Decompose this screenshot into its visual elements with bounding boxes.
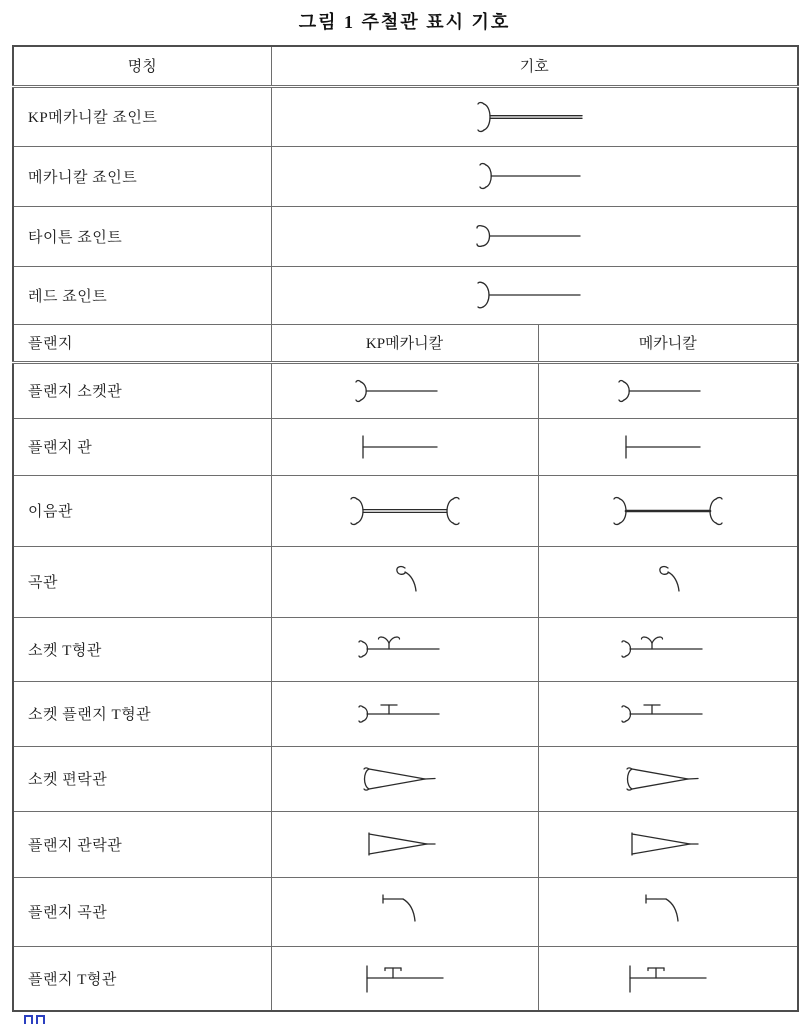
flange-bend-symbol-icon: [325, 890, 485, 934]
table-row: [13, 418, 798, 475]
row-label: 소켓 T형관: [13, 617, 271, 681]
flange-socket-pipe-symbol-icon: [325, 369, 485, 413]
symbol-cell-kp: [271, 475, 538, 546]
bend-pipe-symbol-icon: [588, 560, 748, 604]
symbol-cell-mech: [538, 946, 798, 1011]
symbol-cell-mech: [538, 877, 798, 946]
artifact-fragment: [36, 1015, 45, 1024]
row-label: 플랜지 곡관: [13, 877, 271, 946]
symbol-cell-kp: [271, 362, 538, 418]
row-label: 메카니칼 죠인트: [13, 146, 271, 206]
table-row: [13, 681, 798, 746]
table-row: [13, 746, 798, 811]
symbol-cell-kp: [271, 681, 538, 746]
flange-bend-symbol-icon: [588, 890, 748, 934]
flange-reducer-symbol-icon: [325, 822, 485, 866]
header-name-cell: 명칭: [13, 46, 271, 86]
socket-reducer-symbol-icon: [325, 757, 485, 801]
socket-tee-pipe-symbol-icon: [588, 627, 748, 671]
symbol-cell-mech: [538, 418, 798, 475]
cropped-text-artifact: [24, 1015, 45, 1024]
flange-tee-symbol-icon: [588, 956, 748, 1000]
section-header-row: [13, 324, 798, 362]
table-row: [13, 206, 798, 266]
symbol-cell: [271, 266, 798, 324]
lead-joint-symbol-icon: [454, 273, 614, 317]
row-label: 소켓 플랜지 T형관: [13, 681, 271, 746]
pipe-symbol-table: [12, 45, 799, 1012]
symbol-cell-mech: [538, 617, 798, 681]
symbol-cell-kp: [271, 546, 538, 617]
row-label: 곡관: [13, 546, 271, 617]
figure-title: 그림 1 주철관 표시 기호: [298, 12, 511, 32]
row-label: 플랜지 소켓관: [13, 362, 271, 418]
symbol-cell-mech: [538, 475, 798, 546]
symbol-cell: [271, 86, 798, 146]
section-header-name-cell: 플랜지: [13, 324, 271, 362]
row-label: 플랜지 관락관: [13, 811, 271, 877]
symbol-cell: [271, 206, 798, 266]
flange-socket-pipe-symbol-icon: [588, 369, 748, 413]
symbol-cell-mech: [538, 546, 798, 617]
section-header-mech-cell: 메카니칼: [538, 324, 798, 362]
row-label: 플랜지 관: [13, 418, 271, 475]
table-row: [13, 877, 798, 946]
flange-reducer-symbol-icon: [588, 822, 748, 866]
coupling-pipe-symbol-icon: [588, 489, 748, 533]
flange-tee-symbol-icon: [325, 956, 485, 1000]
symbol-cell-kp: [271, 617, 538, 681]
socket-tee-pipe-symbol-icon: [325, 627, 485, 671]
kp-mechanical-joint-symbol-icon: [454, 95, 614, 139]
header-symbol-cell: 기호: [271, 46, 798, 86]
coupling-pipe-symbol-icon: [325, 489, 485, 533]
tyton-joint-symbol-icon: [454, 214, 614, 258]
row-label: 이음관: [13, 475, 271, 546]
symbol-cell-kp: [271, 746, 538, 811]
symbol-cell-kp: [271, 418, 538, 475]
flange-pipe-symbol-icon: [588, 425, 748, 469]
table-row: [13, 946, 798, 1011]
mechanical-joint-symbol-icon: [454, 154, 614, 198]
section-header-kp-cell: KP메카니칼: [271, 324, 538, 362]
table-row: [13, 811, 798, 877]
symbol-cell-kp: [271, 946, 538, 1011]
symbol-cell-mech: [538, 681, 798, 746]
table-row: [13, 266, 798, 324]
symbol-cell-kp: [271, 877, 538, 946]
socket-flange-tee-symbol-icon: [588, 692, 748, 736]
artifact-fragment: [24, 1015, 33, 1024]
table-row: [13, 617, 798, 681]
table-row: [13, 362, 798, 418]
bend-pipe-symbol-icon: [325, 560, 485, 604]
row-label: 소켓 편락관: [13, 746, 271, 811]
symbol-cell-mech: [538, 811, 798, 877]
table-row: [13, 475, 798, 546]
row-label: KP메카니칼 죠인트: [13, 86, 271, 146]
row-label: 레드 죠인트: [13, 266, 271, 324]
table-row: [13, 546, 798, 617]
socket-reducer-symbol-icon: [588, 757, 748, 801]
table-row: [13, 86, 798, 146]
symbol-cell-mech: [538, 746, 798, 811]
symbol-cell-kp: [271, 811, 538, 877]
symbol-cell-mech: [538, 362, 798, 418]
table-header-row: [13, 46, 798, 86]
socket-flange-tee-symbol-icon: [325, 692, 485, 736]
row-label: 타이튼 죠인트: [13, 206, 271, 266]
table-row: [13, 146, 798, 206]
symbol-cell: [271, 146, 798, 206]
flange-pipe-symbol-icon: [325, 425, 485, 469]
row-label: 플랜지 T형관: [13, 946, 271, 1011]
